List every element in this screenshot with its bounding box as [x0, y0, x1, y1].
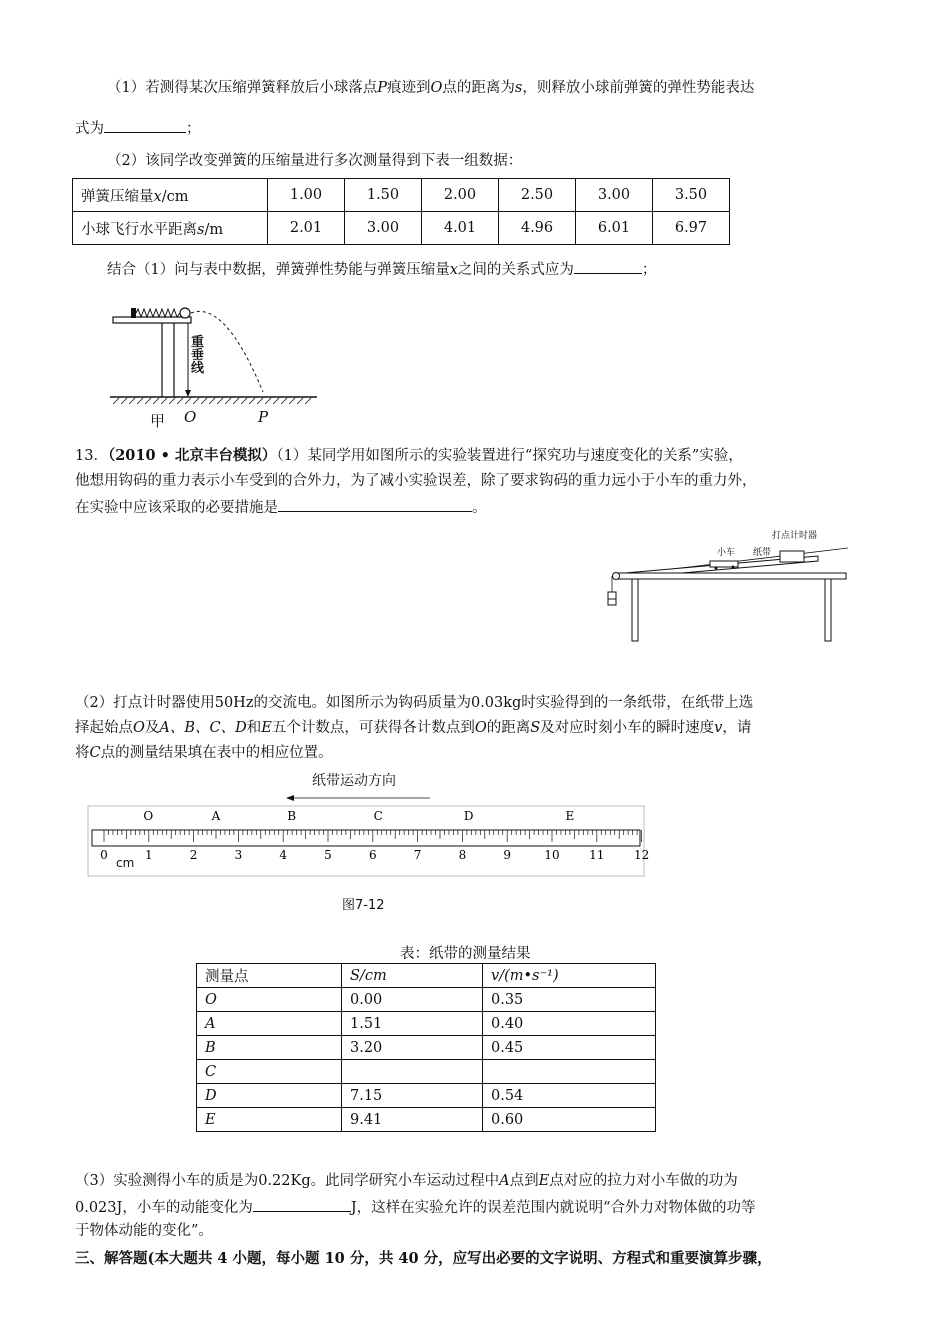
- table-header-row: [197, 964, 656, 988]
- pulley: [613, 573, 620, 580]
- ruler-number: 11: [589, 848, 605, 862]
- q13-part2-line2: 择起始点O及A、B、C、D和E五个计数点，可获得各计数点到O的距离S及对应时刻小车的瞬时速度v，请: [75, 720, 752, 736]
- ruler-number: 12: [633, 848, 650, 862]
- table-cell: 1.50: [345, 179, 422, 212]
- header-cell: 测量点: [197, 964, 342, 988]
- table-title: 表：纸带的测量结果: [400, 946, 531, 962]
- tape-points: [143, 809, 574, 823]
- table-cell: D: [197, 1084, 342, 1108]
- table-cell: 4.01: [422, 212, 499, 245]
- table-cell: C: [197, 1060, 342, 1084]
- table-cell: 2.00: [422, 179, 499, 212]
- table-row: [73, 179, 730, 212]
- table-cell: 6.01: [576, 212, 653, 245]
- table-cell: 1.51: [342, 1012, 483, 1036]
- ruler-number: 8: [458, 848, 467, 862]
- tape-point-label: D: [463, 809, 474, 823]
- direction-arrowhead: [286, 795, 294, 801]
- header-cell: v/(m•s⁻¹): [483, 964, 656, 988]
- ruler-number: 4: [279, 848, 288, 862]
- spring-holder: [131, 308, 136, 318]
- table-cell: 1.00: [268, 179, 345, 212]
- tape-point-label: B: [287, 809, 297, 823]
- table-cell: 3.50: [653, 179, 730, 212]
- spring-launcher-figure: [105, 300, 325, 430]
- table-cell: 3.20: [342, 1036, 483, 1060]
- ruler-number: 5: [324, 848, 332, 862]
- ruler-number: 2: [189, 848, 198, 862]
- table-cell: E: [197, 1108, 342, 1132]
- q13-part3-line2: 0.023J，小车的动能变化为 J，这样在实验允许的误差范围内就说明“合外力对物体做的功等: [75, 1196, 756, 1218]
- table-leg: [632, 579, 638, 641]
- table-cell: 2.50: [499, 179, 576, 212]
- q13-line3: 在实验中应该采取的必要措施是 。: [75, 496, 487, 518]
- ruler-body: [92, 830, 640, 846]
- spring-data-table: [72, 178, 730, 245]
- plumb-line-label: 重垂线: [191, 335, 205, 376]
- ground-hatch: [113, 398, 311, 404]
- label-jia: 甲: [150, 412, 166, 430]
- ruler-number: 0: [100, 848, 108, 862]
- table-cell: 0.35: [483, 988, 656, 1012]
- tape-measurement-table: [196, 963, 656, 1132]
- ruler-unit: cm: [116, 856, 135, 870]
- row-label-compression: 弹簧压缩量x/cm: [73, 179, 268, 212]
- q12-combine-line: 结合（1）问与表中数据，弹簧弹性势能与弹簧压缩量x之间的关系式应为 ；: [107, 258, 656, 280]
- table-top: [113, 317, 191, 323]
- ruler-number: 7: [413, 848, 422, 862]
- ruler-number: 6: [368, 848, 377, 862]
- ruler-number: 3: [234, 848, 243, 862]
- table-cell: A: [197, 1012, 342, 1036]
- header-cell: S/cm: [342, 964, 483, 988]
- q12-part1-line2: 式为 ；: [75, 117, 201, 139]
- spring: [136, 309, 180, 317]
- paper-tape: [88, 806, 644, 876]
- plumb-arrow: [185, 390, 191, 397]
- tape-point-label: E: [565, 809, 575, 823]
- hook-weight: [608, 592, 616, 599]
- table-row: [197, 1108, 656, 1132]
- table-row: [197, 1060, 656, 1084]
- ruler-number: 10: [544, 848, 560, 862]
- ruler-number: 1: [144, 848, 153, 862]
- answer-blank-relation[interactable]: [574, 258, 642, 274]
- table-leg: [825, 579, 831, 641]
- label-timer: 打点计时器: [772, 531, 818, 541]
- table-row: [197, 988, 656, 1012]
- q13-part3-line3: 于物体动能的变化”。: [75, 1223, 213, 1239]
- answer-blank-kinetic-energy[interactable]: [253, 1196, 351, 1212]
- q12-part1-line1: （1）若测得某次压缩弹簧释放后小球落点P痕迹到O点的距离为s，则释放小球前弹簧的弹性势能表达: [107, 80, 755, 96]
- table-row: [73, 212, 730, 245]
- table-cell: 0.00: [342, 988, 483, 1012]
- table-cell: 0.40: [483, 1012, 656, 1036]
- table-cell: O: [197, 988, 342, 1012]
- tape-point-label: C: [373, 809, 383, 823]
- q13-part3-line1: （3）实验测得小车的质是为0.22Kg。此同学研究小车运动过程中A点到E点对应的拉力对小车做的功为: [75, 1173, 738, 1189]
- ball: [180, 308, 190, 318]
- section3-heading: 三、解答题(本大题共 4 小题，每小题 10 分，共 40 分，应写出必要的文字说明、方程式和重要演算步骤，: [75, 1250, 772, 1267]
- table-cell: 0.60: [483, 1108, 656, 1132]
- label-car: 小车: [717, 548, 736, 558]
- table-cell: 3.00: [345, 212, 422, 245]
- table-cell: 0.54: [483, 1084, 656, 1108]
- hook-weight: [608, 599, 616, 605]
- tape-point-label: O: [143, 809, 154, 823]
- tape-direction-label: 纸带运动方向: [312, 773, 396, 789]
- answer-cell-C-velocity[interactable]: [483, 1060, 656, 1084]
- table-cell: 2.01: [268, 212, 345, 245]
- ruler-number: 9: [503, 848, 512, 862]
- label-P: P: [258, 408, 269, 426]
- tape-point-label: A: [211, 809, 221, 823]
- table-cell: B: [197, 1036, 342, 1060]
- answer-cell-C-distance[interactable]: [342, 1060, 483, 1084]
- table-row: [197, 1012, 656, 1036]
- figure-caption: 图7-12: [342, 898, 385, 913]
- table-row: [197, 1036, 656, 1060]
- label-O: O: [184, 408, 197, 426]
- q13-line1: 13．（2010 • 北京丰台模拟）（1）某同学用如图所示的实验装置进行“探究功与速度变化的关系”实验，: [75, 447, 743, 464]
- table-cell: 6.97: [653, 212, 730, 245]
- table-cell: 4.96: [499, 212, 576, 245]
- table-cell: 3.00: [576, 179, 653, 212]
- answer-blank-measure[interactable]: [278, 496, 472, 512]
- q12-part2-intro: （2）该同学改变弹簧的压缩量进行多次测量得到下表一组数据：: [107, 153, 523, 169]
- row-label-distance: 小球飞行水平距离s/m: [73, 212, 268, 245]
- lab-table-top: [614, 573, 846, 579]
- tape-ruler-figure: [86, 790, 656, 882]
- label-tape: 纸带: [753, 548, 772, 558]
- answer-blank-energy-expression[interactable]: [104, 117, 186, 133]
- table-row: [197, 1084, 656, 1108]
- timer-box: [780, 551, 804, 562]
- q13-line2: 他想用钩码的重力表示小车受到的合外力，为了减小实验误差，除了要求钩码的重力远小于小车的重力外，: [75, 473, 757, 489]
- q13-part2-line3: 将C点的测量结果填在表中的相应位置。: [75, 745, 333, 761]
- table-cell: 9.41: [342, 1108, 483, 1132]
- q13-part2-line1: （2）打点计时器使用50Hz的交流电。如图所示为钩码质量为0.03kg时实验得到的一条纸带，在纸带上选: [75, 695, 754, 711]
- table-cell: 7.15: [342, 1084, 483, 1108]
- table-cell: 0.45: [483, 1036, 656, 1060]
